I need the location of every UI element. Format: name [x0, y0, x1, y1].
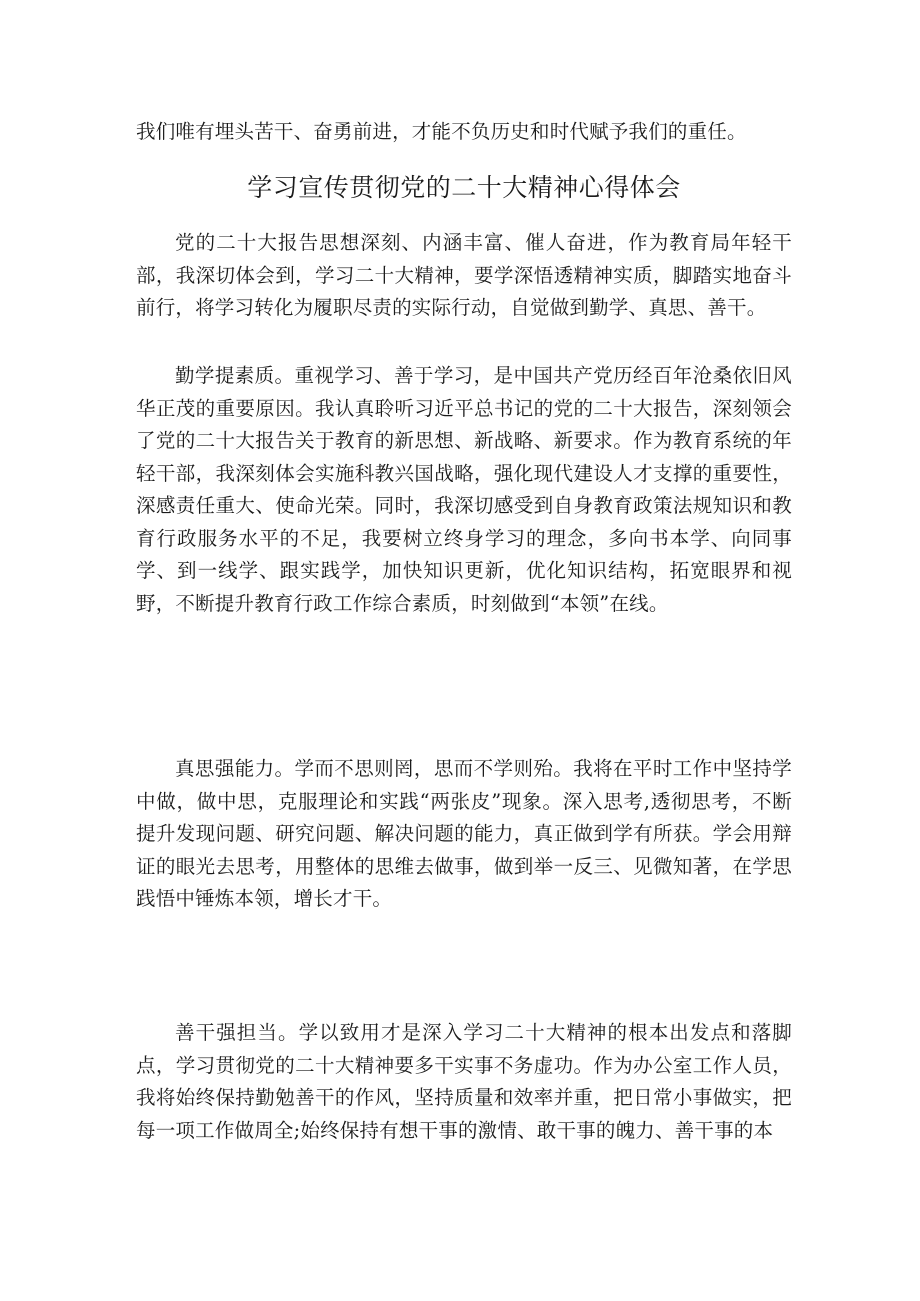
paragraph-diligent-study: 勤学提素质。重视学习、善于学习，是中国共产党历经百年沧桑依旧风华正茂的重要原因。我认真聆听习近平总书记的党的二十大报告，深刻领会了党的二十大报告关于教育的新思想、新战略、新要求。作为教育系统的年轻干部，我深刻体会实施科教兴国战略，强化现代建设人才支撑的重要性，深感责任重大、使命光荣。同时，我深切感受到自身教育政策法规知识和教育行政服务水平的不足，我要树立终身学习的理念，多向书本学、向同事学、到一线学、跟实践学，加快知识更新，优化知识结构，拓宽眼界和视野，不断提升教育行政工作综合素质，时刻做到“本领”在线。 — [136, 364, 792, 615]
lead-line: 我们唯有埋头苦干、奋勇前进，才能不负历史和时代赋予我们的重任。 — [136, 120, 747, 143]
paragraph-intro: 党的二十大报告思想深刻、内涵丰富、催人奋进，作为教育局年轻干部，我深切体会到，学习二十大精神，要学深悟透精神实质，脚踏实地奋斗前行，将学习转化为履职尽责的实际行动，自觉做到勤学、真思、善干。 — [136, 231, 792, 319]
paragraph-good-work: 善干强担当。学以致用才是深入学习二十大精神的根本出发点和落脚点，学习贯彻党的二十大精神要多干实事不务虚功。作为办公室工作人员，我将始终保持勤勉善干的作风，坚持质量和效率并重，把日常小事做实，把每一项工作做周全;始终保持有想干事的激情、敢干事的魄力、善干事的本 — [136, 1021, 792, 1142]
document-page — [136, 0, 792, 1301]
paragraph-true-thinking: 真思强能力。学而不思则罔，思而不学则殆。我将在平时工作中坚持学中做，做中思，克服理论和实践“两张皮”现象。深入思考,透彻思考，不断提升发现问题、研究问题、解决问题的能力，真正做到学有所获。学会用辩证的眼光去思考，用整体的思维去做事，做到举一反三、见微知著，在学思践悟中锤炼本领，增长才干。 — [136, 757, 792, 910]
document-title: 学习宣传贯彻党的二十大精神心得体会 — [247, 173, 681, 202]
